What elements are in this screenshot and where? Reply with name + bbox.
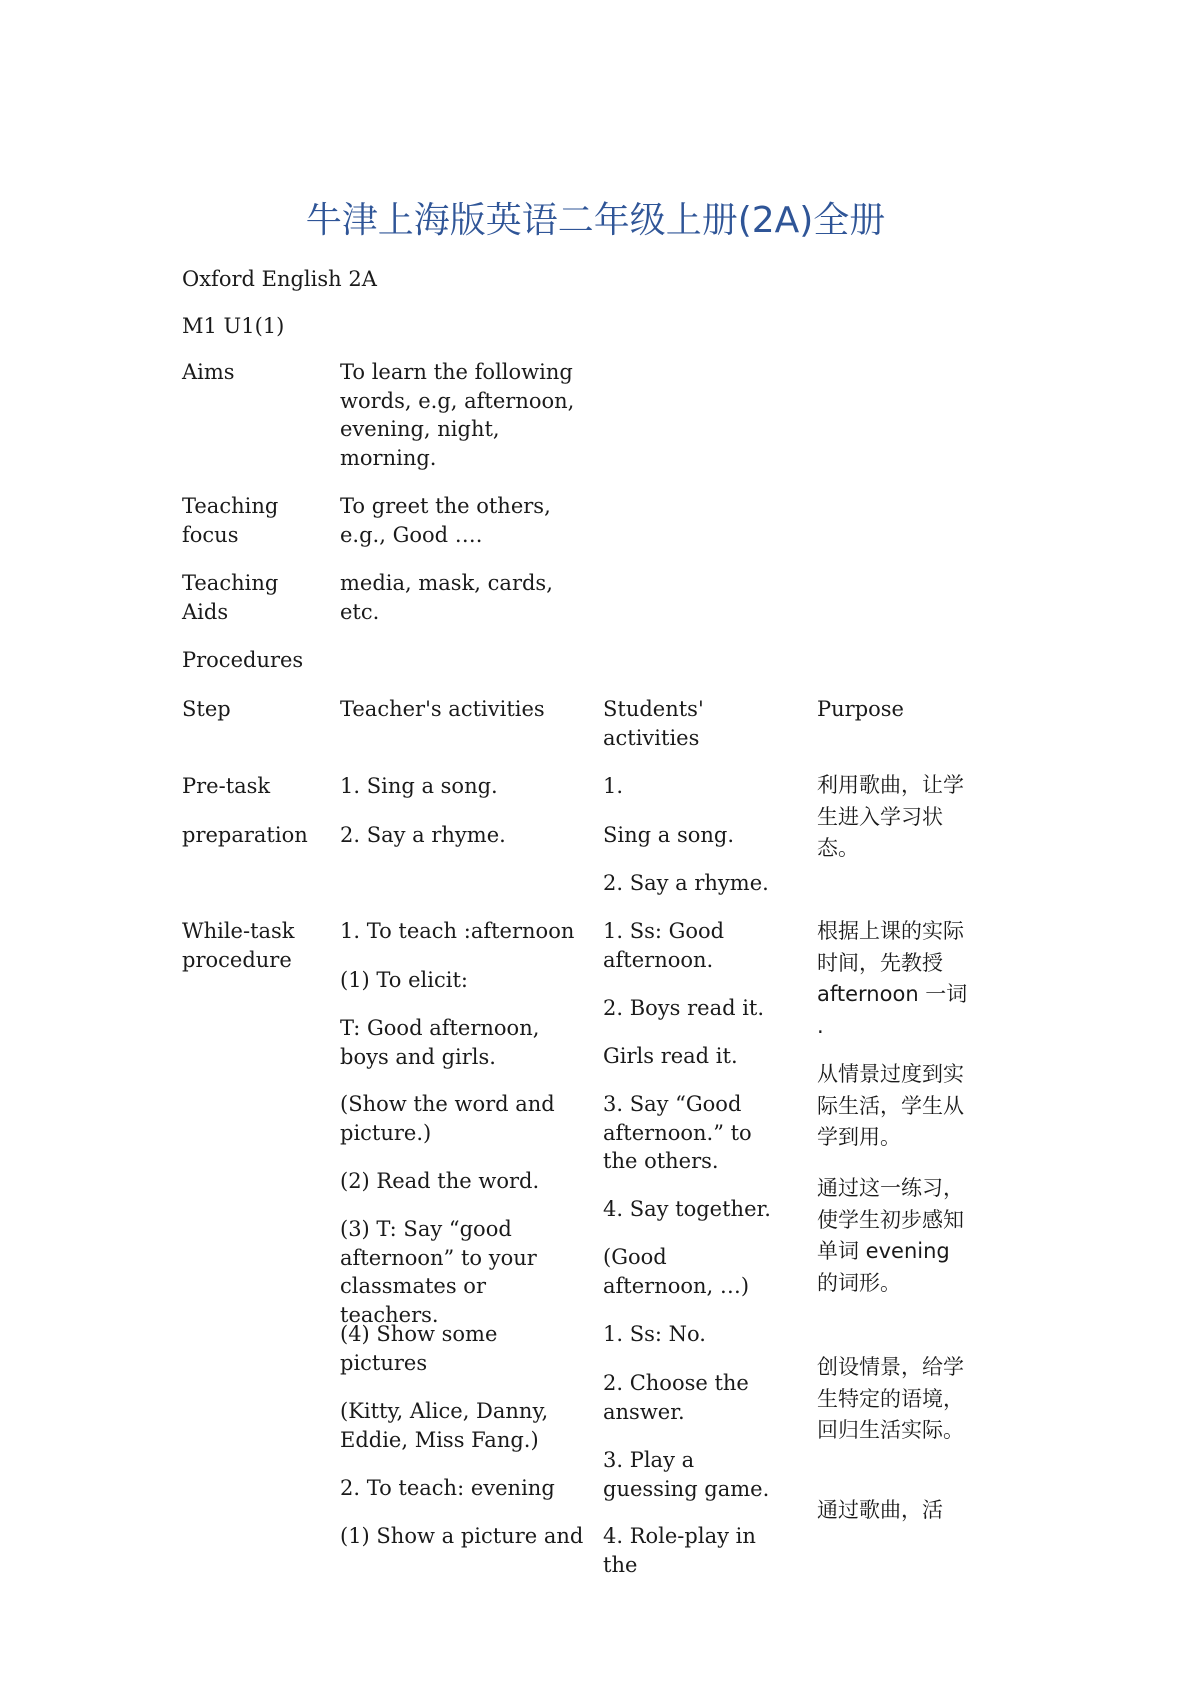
purpose-text: 利用歌曲，让学生进入学习状态。 xyxy=(817,773,964,860)
step-preparation: preparation xyxy=(182,823,308,847)
procedures-label: Procedures xyxy=(182,648,304,672)
purpose-text: 根据上课的实际时间，先教授 afternoon 一词 . xyxy=(817,919,968,1038)
teacher-activity: (1) Show a picture and xyxy=(340,1524,584,1548)
header-step: Step xyxy=(182,697,231,721)
step-while-task: While-task procedure xyxy=(182,919,295,972)
teaching-focus-label: Teaching focus xyxy=(182,494,279,547)
student-activity: 4. Say together. xyxy=(603,1197,771,1221)
student-activity: 2. Say a rhyme. xyxy=(603,871,769,895)
student-activity: 2. Boys read it. xyxy=(603,996,765,1020)
step-pre-task: Pre-task xyxy=(182,774,271,798)
teacher-activity: 1. To teach :afternoon xyxy=(340,919,575,943)
teacher-activity: (1) To elicit: xyxy=(340,968,468,992)
purpose-text: 通过歌曲，活 xyxy=(817,1498,943,1522)
teacher-activity: 2. Say a rhyme. xyxy=(340,823,506,847)
teacher-activity: 2. To teach: evening xyxy=(340,1476,555,1500)
unit-code: M1 U1(1) xyxy=(182,314,285,338)
teaching-aids-label: Teaching Aids xyxy=(182,571,279,624)
aims-value: To learn the following words, e.g, afternoon, evening, night, morning. xyxy=(340,360,575,470)
purpose-text: 从情景过度到实际生活，学生从学到用。 xyxy=(817,1062,964,1149)
student-activity: 4. Role-play in the xyxy=(603,1524,756,1577)
purpose-text: 创设情景，给学生特定的语境，回归生活实际。 xyxy=(817,1355,964,1442)
teacher-activity: (2) Read the word. xyxy=(340,1169,540,1193)
teacher-activity: T: Good afternoon, boys and girls. xyxy=(340,1016,540,1069)
header-teacher-activities: Teacher's activities xyxy=(340,697,545,721)
student-activity: Sing a song. xyxy=(603,823,735,847)
teacher-activity: (Show the word and picture.) xyxy=(340,1092,555,1145)
header-purpose: Purpose xyxy=(817,697,904,721)
student-activity: 3. Play a guessing game. xyxy=(603,1448,770,1501)
student-activity: 1. Ss: No. xyxy=(603,1322,706,1346)
teacher-activity: (4) Show some pictures xyxy=(340,1322,498,1375)
student-activity: (Good afternoon, …) xyxy=(603,1245,750,1298)
course-name: Oxford English 2A xyxy=(182,267,377,291)
document-title: 牛津上海版英语二年级上册(2A)全册 xyxy=(305,200,886,241)
teaching-focus-value: To greet the others, e.g., Good …. xyxy=(340,494,551,547)
student-activity: 1. xyxy=(603,774,624,798)
student-activity: 1. Ss: Good afternoon. xyxy=(603,919,725,972)
teacher-activity: (Kitty, Alice, Danny, Eddie, Miss Fang.) xyxy=(340,1399,549,1452)
teaching-aids-value: media, mask, cards, etc. xyxy=(340,571,553,624)
teacher-activity: 1. Sing a song. xyxy=(340,774,498,798)
purpose-text: 通过这一练习，使学生初步感知单词 evening 的词形。 xyxy=(817,1176,964,1295)
student-activity: Girls read it. xyxy=(603,1044,738,1068)
student-activity: 2. Choose the answer. xyxy=(603,1371,749,1424)
aims-label: Aims xyxy=(182,360,235,384)
teacher-activity: (3) T: Say “good afternoon” to your classmates or teachers. xyxy=(340,1217,537,1327)
header-students-activities: Students' activities xyxy=(603,697,704,750)
student-activity: 3. Say “Good afternoon.” to the others. xyxy=(603,1092,752,1173)
